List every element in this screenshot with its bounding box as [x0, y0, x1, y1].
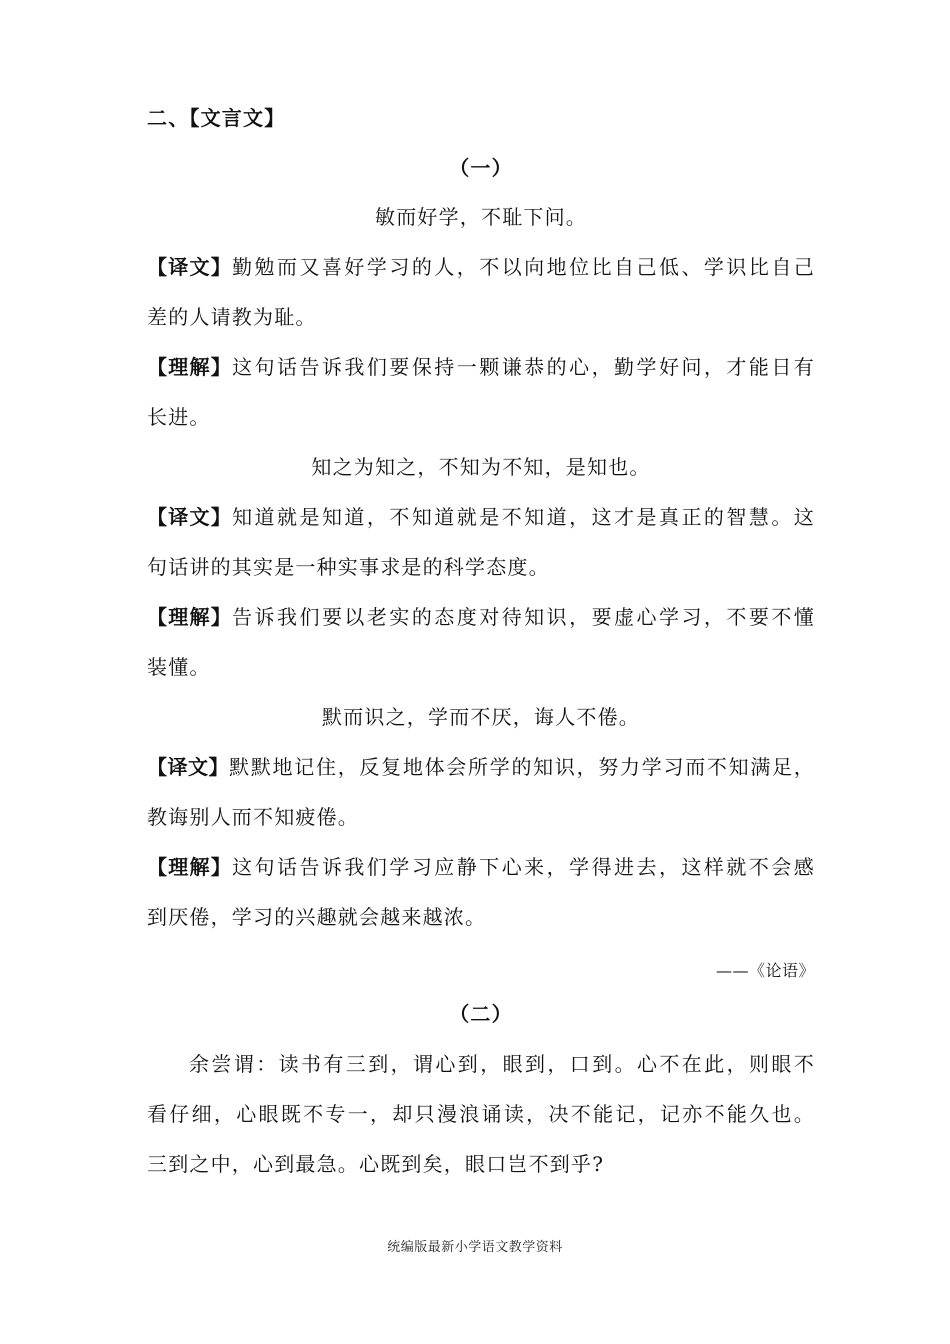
translation-text: 知道就是知道，不知道就是不知道，这才是真正的智慧。这 [232, 505, 815, 529]
understanding-1-line2: 长进。 [147, 405, 211, 429]
source-citation: ——《论语》 [715, 961, 815, 980]
part1-title: （一） [449, 156, 513, 180]
understanding-2-line2: 装懂。 [147, 655, 211, 679]
quote-3: 默而识之，学而不厌，诲人不倦。 [322, 705, 640, 729]
understanding-1-line1 [147, 353, 815, 381]
understanding-tag: 【理解】 [147, 355, 233, 379]
translation-3-line1 [147, 753, 815, 781]
translation-text: 勤勉而又喜好学习的人，不以向地位比自己低、学识比自己 [232, 255, 815, 279]
quote-1: 敏而好学，不耻下问。 [375, 205, 587, 229]
translation-tag: 【译文】 [147, 505, 233, 529]
quote-2: 知之为知之，不知为不知，是知也。 [311, 455, 651, 479]
translation-tag: 【译文】 [147, 255, 233, 279]
translation-text: 默默地记住，反复地体会所学的知识，努力学习而不知满足， [229, 755, 816, 779]
translation-2-line1 [147, 503, 815, 531]
translation-1-line1 [147, 253, 815, 281]
page-footer: 统编版最新小学语文教学资料 [387, 1240, 563, 1255]
understanding-2-line1 [147, 603, 815, 631]
translation-1-line2: 差的人请教为耻。 [147, 305, 317, 329]
understanding-3-line1 [147, 853, 815, 881]
translation-2-line2: 句话讲的其实是一种实事求是的科学态度。 [147, 555, 550, 579]
understanding-text: 告诉我们要以老实的态度对待知识，要虚心学习，不要不懂 [232, 605, 815, 629]
section-heading: 二、【文言文】 [147, 106, 286, 130]
understanding-tag: 【理解】 [147, 605, 233, 629]
understanding-3-line2: 到厌倦，学习的兴趣就会越来越浓。 [147, 905, 487, 929]
translation-tag: 【译文】 [147, 755, 230, 779]
translation-3-line2: 教诲别人而不知疲倦。 [147, 805, 359, 829]
part2-line2: 看仔细，心眼既不专一，却只漫浪诵读，决不能记，记亦不能久也。 [147, 1102, 815, 1126]
understanding-tag: 【理解】 [147, 855, 233, 879]
part2-line1: 余尝谓：读书有三到，谓心到，眼到，口到。心不在此，则眼不 [189, 1052, 815, 1076]
part2-title: （二） [449, 1002, 513, 1026]
understanding-text: 这句话告诉我们学习应静下心来，学得进去，这样就不会感 [232, 855, 815, 879]
understanding-text: 这句话告诉我们要保持一颗谦恭的心，勤学好问，才能日有 [232, 355, 815, 379]
part2-line3: 三到之中，心到最急。心既到矣，眼口岂不到乎? [147, 1152, 605, 1176]
document-page [147, 0, 815, 1344]
